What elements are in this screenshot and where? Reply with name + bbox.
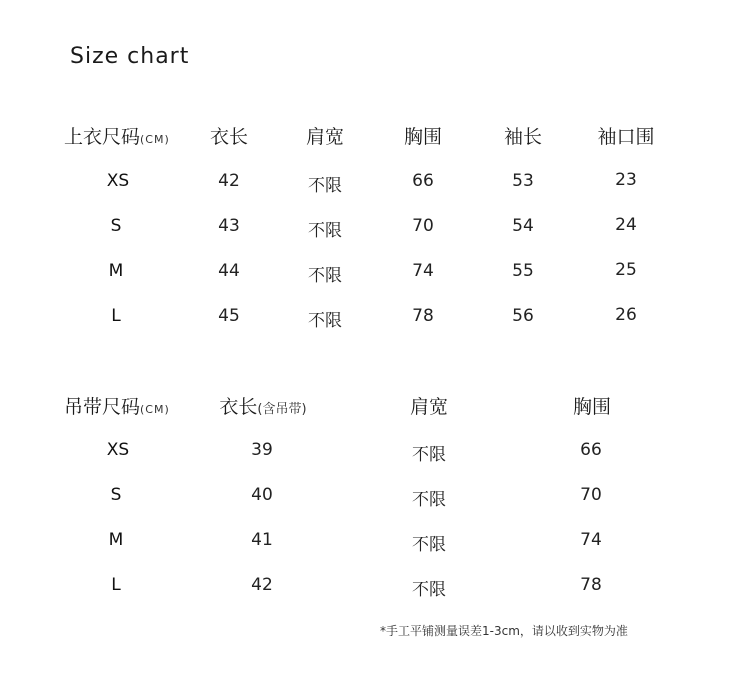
table-cell: 74: [412, 261, 434, 281]
table-cell: 55: [512, 261, 534, 281]
top-col-length: 衣长: [209, 126, 249, 148]
table-cell: 70: [580, 485, 602, 505]
size-label: XS: [106, 171, 130, 191]
table-cell: 41: [251, 530, 273, 550]
table-cell: 40: [251, 485, 273, 505]
size-label: XS: [106, 440, 130, 460]
table-cell: 54: [512, 216, 534, 236]
strap-col-length: 衣长(含吊带): [219, 396, 307, 418]
table-cell: 25: [615, 260, 637, 280]
top-table-unit: (CM): [140, 133, 170, 146]
table-cell: 42: [251, 575, 273, 595]
size-label: M: [108, 261, 124, 281]
page-title: Size chart: [70, 44, 190, 69]
table-cell: 不限: [308, 311, 342, 331]
table-cell: 不限: [412, 535, 446, 555]
table-cell: 43: [218, 216, 240, 236]
top-col-cuff: 袖口围: [597, 126, 655, 148]
table-cell: 23: [615, 170, 637, 190]
table-cell: 不限: [412, 580, 446, 600]
size-label: M: [108, 530, 124, 550]
strap-table-label: 吊带尺码(CM): [64, 396, 170, 418]
table-cell: 24: [615, 215, 637, 235]
size-label: S: [110, 216, 122, 236]
table-cell: 42: [218, 171, 240, 191]
strap-table-unit: (CM): [140, 403, 170, 416]
table-cell: 26: [615, 305, 637, 325]
table-cell: 不限: [412, 445, 446, 465]
table-cell: 不限: [308, 176, 342, 196]
size-label: L: [111, 575, 121, 595]
size-label: L: [111, 306, 121, 326]
table-cell: 66: [412, 171, 434, 191]
table-cell: 不限: [412, 490, 446, 510]
table-cell: 70: [412, 216, 434, 236]
table-cell: 不限: [308, 266, 342, 286]
strap-col-chest: 胸围: [572, 396, 612, 418]
top-col-shoulder: 肩宽: [305, 126, 345, 148]
measurement-note: *手工平铺测量误差1-3cm，请以收到实物为准: [380, 624, 628, 638]
table-cell: 56: [512, 306, 534, 326]
table-cell: 78: [412, 306, 434, 326]
size-label: S: [110, 485, 122, 505]
table-cell: 66: [580, 440, 602, 460]
table-cell: 45: [218, 306, 240, 326]
top-table-label: 上衣尺码(CM): [64, 126, 170, 148]
strap-col-length-note: (含吊带): [257, 402, 307, 417]
table-cell: 39: [251, 440, 273, 460]
table-cell: 74: [580, 530, 602, 550]
strap-col-shoulder: 肩宽: [409, 396, 449, 418]
table-cell: 不限: [308, 221, 342, 241]
table-cell: 78: [580, 575, 602, 595]
top-col-sleeve: 袖长: [503, 126, 543, 148]
table-cell: 44: [218, 261, 240, 281]
table-cell: 53: [512, 171, 534, 191]
top-col-chest: 胸围: [403, 126, 443, 148]
